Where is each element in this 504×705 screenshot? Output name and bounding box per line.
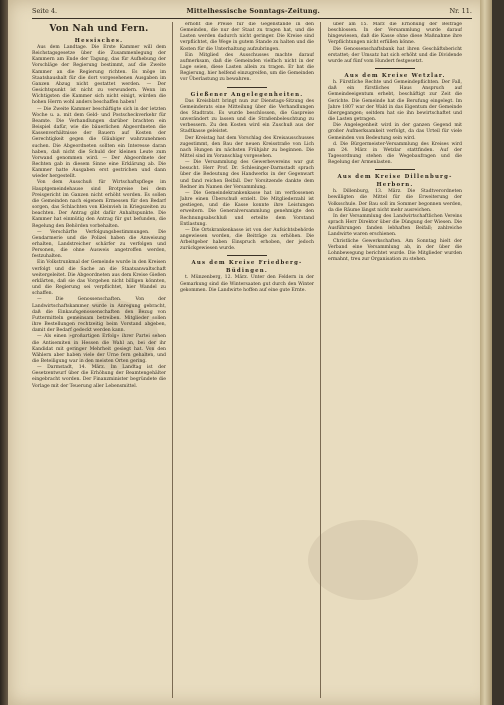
column-2 — [180, 22, 314, 698]
article-paragraph: — Die Genossenschaften. Von der Landwirtschaftskammer wurde in Anregung gebracht, daß die Einkaufsgenossenschaften den Bezug von Futtermitteln gemeinsam betreiben. Mitglieder sollen ihre Bestellungen rechtzeitig beim Vorstand abgeben, damit der Bedarf gedeckt werden kann. — [32, 297, 166, 334]
article-paragraph: erhöht die Preise für die Gegenstände in den Gemeinden, die nur der Staat zu tragen hat, und die Lasten werden dadurch nicht geringer. Die Kreise sind verpflichtet, die Wege in gutem Stande zu halten und die Kosten für die Unterhaltung aufzubringen. — [180, 22, 314, 52]
article-paragraph: — Die Zweite Kammer beschäftigte sich in der letzten Woche u. a. mit dem Geld- und Postscheckverkehr für Beamte. Die Verhandlungen darüber brachten ein Beispiel dafür, wie die bäuerlichen Abgeordneten die Kassenverhältnisse der Bauern auf Kosten der Gerechtigkeit gegen die Gläubiger wahrzunehmen suchen. Die Abgeordneten sollten ein Interesse daran haben, daß nicht die Schuld der kleinen Leute zum Vorwand genommen wird. — Der Abgeordnete der Rechten gab in diesem Sinne eine Erklärung ab. Die Kammer hatte Ausgaben erst gestrichen und dann wieder hergestellt. — [32, 106, 166, 180]
article-paragraph: Der Kreistag hat dem Vorschlag des Kreisausschusses zugestimmt, den Bau der neuen Kreisstraße von Lich nach Hungen im nächsten Frühjahr zu beginnen. Die Mittel sind im Voranschlag vorgesehen. — [180, 135, 314, 159]
newspaper-title: Mittelhessische Sonntags-Zeitung. — [186, 7, 321, 15]
article-paragraph: über am 15. März die Erhöhung der Beiträge beschlossen. In der Versammlung wurde darauf hingewiesen, daß die Kasse ohne diese Maßnahme ihre Verpflichtungen nicht erfüllen könne. — [328, 22, 462, 46]
article-paragraph: Die Angelegenheit wird in der ganzen Gegend mit großer Aufmerksamkeit verfolgt, da das Urteil für viele Gemeinden von Bedeutung sein wird. — [328, 123, 462, 141]
column-3 — [328, 22, 462, 698]
article-paragraph: — Verschärfte Verfolgungsbestimmungen. Die Gendarmerie und die Polizei haben die Anweisung erhalten, Landstreicher schärfer zu verfolgen und Personen, die ohne Ausweis angetroffen werden, festzuhalten. — [32, 229, 166, 260]
column-1 — [32, 22, 166, 698]
article-paragraph: t. Münzenberg, 12. März. Unter den Feldern in der Gemarkung sind die Wintersaaten gut durch den Winter gekommen. Die Landwirte hoffen auf eine gute Ernte. — [180, 275, 314, 293]
section-heading: Aus dem Kreise Friedberg-Büdingen. — [191, 260, 303, 275]
article-paragraph: Ein Volkstrunkmal der Gemeinde wurde in den Kreisen verfolgt und die Sache an die Staatsanwaltschaft weitergeleitet. Die Abgeordneten aus dem Kreise Gießen erklärten, daß sie das Vorgehen nicht billigen könnten, und die Regierung sei verpflichtet, hier Wandel zu schaffen. — [32, 260, 166, 297]
article-paragraph: Aus dem Landtage. Die Erste Kammer will dem Reichstagsgesetze über die Zusammenlegung der Kammern am Ende der Tagung, das für Aufhebung der Vorschläge der Regierung bestimmt, auf die Zweite Kammer an die Regierung richten. Es möge im Staatshaushalt für die dort vorgesehenen Ausgaben im Ganzen Abzug nicht gestattet werden. — Der Gesichtspunkt ist nicht zu verwundern. Wenn im Wichtigsten die Kammer sich nicht einigt, würden die hohen Herrn wohl anders beschaffen haben! — [32, 45, 166, 106]
article-paragraph: Die Genossenschaftsbank hat ihren Geschäftsbericht erstattet; der Umsatz hat sich erhöht und die Dividende wurde auf fünf vom Hundert festgesetzt. — [328, 46, 462, 64]
article-paragraph: — Darmstadt, 14. März. Im Landtag ist der Gesetzentwurf über die Erhöhung der Beamtengehälter eingebracht worden. Der Finanzminister begründete die Vorlage mit der Teuerung aller Lebensmittel. — [32, 365, 166, 389]
article-paragraph: Ein Mitglied des Ausschusses machte darauf aufmerksam, daß die Gemeinden vielfach nicht in der Lage seien, diese Lasten allein zu tragen. Er bat die Regierung, hier helfend einzugreifen, um die Gemeinden vor Überlastung zu bewahren. — [180, 52, 314, 83]
divider — [227, 87, 267, 88]
divider — [227, 255, 267, 256]
column-rule — [172, 22, 173, 698]
page-edge — [480, 0, 492, 705]
newspaper-page — [8, 0, 492, 705]
article-paragraph: Christliche Gewerkschaften. Am Sonntag hielt der Verband eine Versammlung ab, in der über die Lohnbewegung berichtet wurde. Die Mitglieder wurden ermahnt, treu zur Organisation zu stehen. — [328, 238, 462, 262]
section-heading: Aus dem Kreise Dillenburg-Herborn. — [337, 174, 453, 189]
divider — [375, 68, 415, 69]
article-paragraph: — Die Ortskrankenkasse ist von der Aufsichtsbehörde angewiesen worden, die Beiträge zu erhöhen. Die Arbeitgeber haben Einspruch erhoben, der jedoch zurückgewiesen wurde. — [180, 227, 314, 252]
divider — [375, 169, 415, 170]
page-number: Seite 4. — [32, 7, 58, 15]
page-header — [32, 4, 472, 19]
article-paragraph: — Die Gemeindekrankenkasse hat im verflossenen Jahre einen Überschuß erzielt. Die Mitgliederzahl ist gestiegen, und die Kasse konnte ihre Leistungen erweitern. Die Generalversammlung genehmigte den Rechnungsabschluß und erteilte dem Vorstand Entlastung. — [180, 190, 314, 227]
article-paragraph: Von dem Ausschuß für Wirtschaftspflege im Hauptgemeindehause sind Brotpreise bei dem Preisgericht im Ganzen nicht erhöht worden. Es sollen die Gemeinden nach eigenem Ermessen für den Bedarf sorgen, das Schlachten von Kleinvieh in Kriegszeiten zu beachten. Der Antrag gibt dafür Anhaltspunkte. Die Kammer hat einmütig den Antrag für gut befunden, die Regelung den Behörden vorbehalten. — [32, 180, 166, 229]
section-subtitle: Hessisches. — [74, 38, 124, 44]
column-rule — [320, 22, 321, 698]
article-paragraph: h. Fürstliche Rechte und Gemeindepflichten. Der Fall, daß ein fürstliches Haus Anspruch auf Gemeindeeigentum erhebt, beschäftigt zur Zeit die Gerichte. Die Gemeinde hat die Berufung eingelegt. Im Jahre 1807 war der Wald in das Eigentum der Gemeinde übergegangen; seitdem hat sie ihn bewirtschaftet und die Lasten getragen. — [328, 80, 462, 123]
article-paragraph: — Die Versammlung des Gewerbevereins war gut besucht. Herr Prof. Dr. Schlesinger-Darmstadt sprach über die Bedeutung des Handwerks in der Gegenwart und fand reichen Beifall. Der Vorsitzende dankte dem Redner im Namen der Versammlung. — [180, 160, 314, 190]
article-paragraph: Das Kreisblatt bringt nun zur Dienstags-Sitzung des Gemeinderats eine Mitteilung über die Verhandlungen des Stadtrats. Es wurde beschlossen, die Gaspreise unverändert zu lassen und die Straßenbeleuchtung zu verbessern. Zu den Kosten wird ein Zuschuß aus der Stadtkasse geleistet. — [180, 98, 314, 135]
article-paragraph: d. Die Bürgermeister-Versammlung des Kreises wird am 24. März in Wetzlar stattfinden. Auf der Tagesordnung stehen die Wegebaufragen und die Regelung der Armenlasten. — [328, 141, 462, 166]
article-paragraph: h. Dillenburg, 13. März. Die Stadtverordneten bewilligten die Mittel für die Erweiterung der Volksschule. Der Bau soll im Sommer begonnen werden, da die Räume längst nicht mehr ausreichen. — [328, 189, 462, 213]
section-heading: Aus dem Kreise Wetzlar. — [344, 73, 446, 80]
book-spine-shadow — [0, 0, 8, 705]
article-paragraph: In der Versammlung des Landwirtschaftlichen Vereins sprach Herr Direktor über die Düngung der Wiesen. Die Ausführungen fanden lebhaften Beifall; zahlreiche Landwirte waren erschienen. — [328, 213, 462, 238]
section-heading: Gießener Angelegenheiten. — [190, 91, 304, 98]
section-title: Von Nah und Fern. — [49, 24, 149, 34]
article-paragraph: — Als einen »großartigen Erfolg« ihrer Partei sehen die Antisemiten in Hessen die Wahl an, bei der ihr Kandidat mit geringer Mehrheit gesiegt hat. Von den Wählern aber haben viele der Urne fern gehalten, und die Beteiligung war in den meisten Orten gering. — [32, 334, 166, 364]
issue-number: Nr. 11. — [449, 7, 472, 15]
